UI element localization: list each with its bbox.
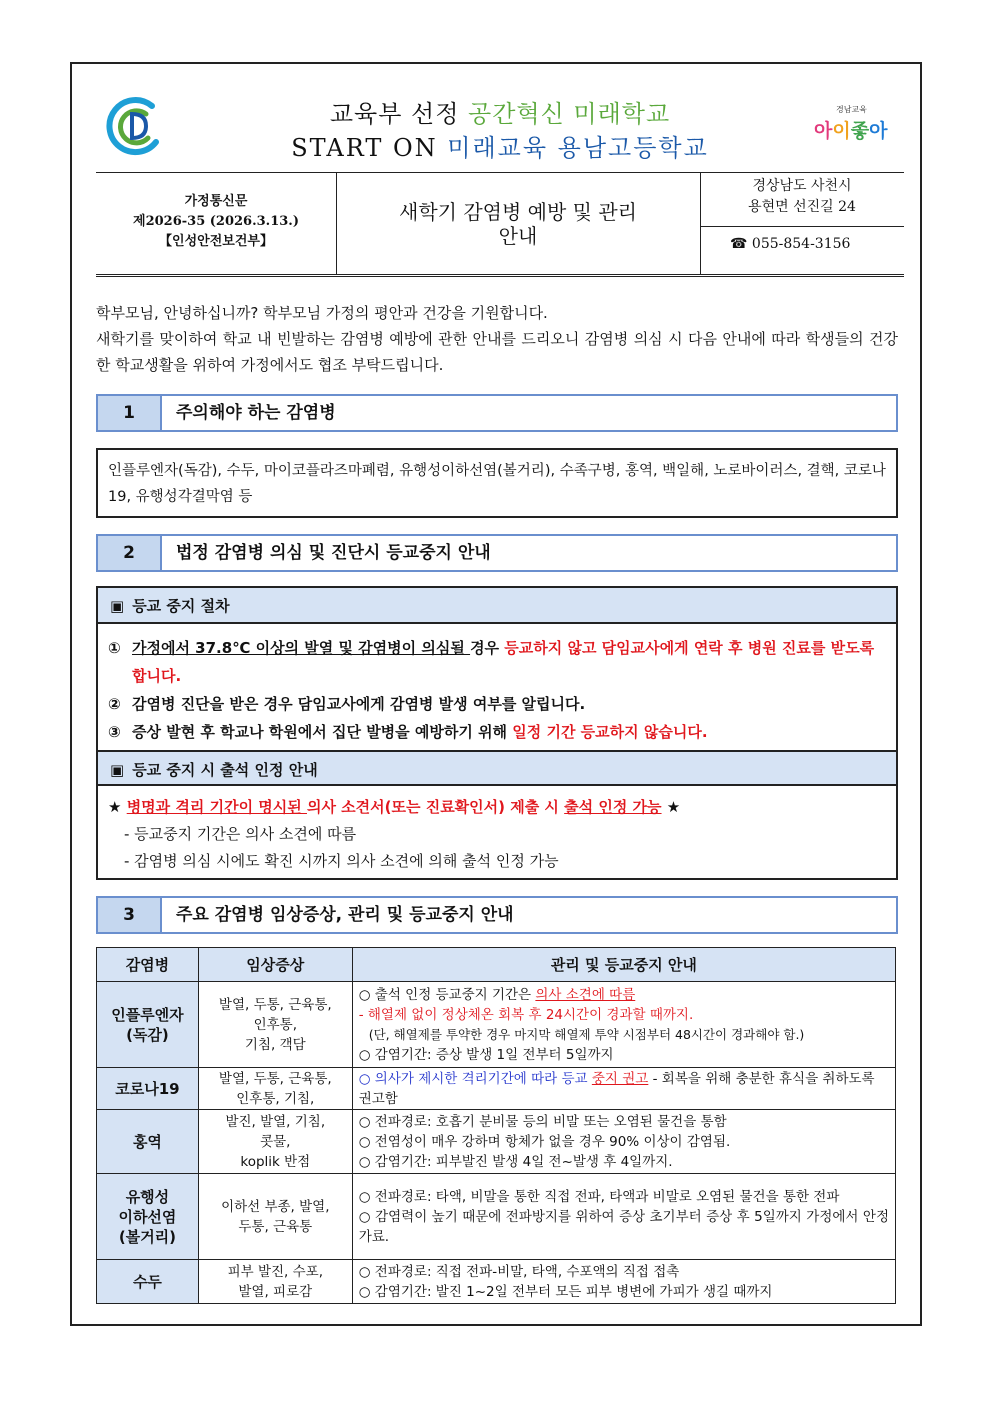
- disease-table: [96, 947, 896, 1304]
- star-icon: ★: [108, 798, 122, 816]
- section-3-header: 3 주요 감염병 임상증상, 관리 및 등교중지 안내: [96, 896, 898, 934]
- procedure-heading: ▣ 등교 중지 절차: [98, 588, 896, 624]
- header-line1: 교육부 선정 공간혁신 미래학교: [329, 100, 671, 128]
- notice-info: 가정통신문 제2026-35 (2026.3.13.) 【인성안전보건부】: [133, 194, 299, 249]
- attendance-main: ★ 병명과 격리 기간이 명시된 의사 소견서(또는 진료확인서) 제출 시 출석 인정 가능 ★: [108, 798, 681, 816]
- table-row: 유행성 이하선염 (볼거리) 이하선 부종, 발열, 두통, 근육통 ○ 전파경로: 타액, 비말을 통한 직접 전파, 타액과 비말로 오염된 물건을 통한 전파 ○ 감염력이 높기 때문에 전파방지를 위하여 증상 초기부터 증상 후 5일까지 가정에서 안정 가료.: [97, 1174, 896, 1260]
- school-phone: ☎ 055-854-3156: [730, 236, 851, 252]
- section-1-header: 1 주의해야 하는 감염병: [96, 394, 898, 432]
- header-line2: START ON 미래교육 용남고등학교: [291, 134, 709, 162]
- procedure-item-2: ② 감염병 진단을 받은 경우 담임교사에게 감염병 발생 여부를 알립니다.: [108, 695, 586, 713]
- procedure-list: [108, 634, 888, 746]
- attendance-list: ★ 병명과 격리 기간이 명시된 의사 소견서(또는 진료확인서) 제출 시 출석 인정 가능 ★ - 등교중지 기간은 의사 소견에 따름 - 감염병 의심 시에도 확진 시까지 의사 소견에 의해 출석 인정 가능: [108, 794, 888, 875]
- star-icon: ★: [666, 798, 681, 816]
- square-bullet-icon: ▣: [110, 597, 125, 615]
- school-logo-icon: [106, 92, 166, 160]
- procedure-item-3: ③ 증상 발현 후 학교나 학원에서 집단 발병을 예방하기 위해 일정 기간 등교하지 않습니다.: [108, 723, 708, 741]
- intro-paragraph: 학부모님, 안녕하십니까? 학부모님 가정의 평안과 건강을 기원합니다. 새학기를 맞이하여 학교 내 빈발하는 감염병 예방에 관한 안내를 드리오니 감염병 의심 시 다음 안내에 따라 학생들의 건강한 학교생활을 위하여 가정에서도 협조 부탁드립니다.: [96, 304, 898, 374]
- table-header-row: 감염병 임상증상 관리 및 등교중지 안내: [97, 948, 896, 982]
- table-row: 홍역 발진, 발열, 기침, 콧물, koplik 반점 ○ 전파경로: 호흡기 분비물 등의 비말 또는 오염된 물건을 통함 ○ 전염성이 매우 강하며 항체가 없을 경우 90% 이상이 감염됨. ○ 감염기간: 피부발진 발생 4일 전~발생 후 4일까지.: [97, 1110, 896, 1174]
- section-2-header: 2 법정 감염병 의심 및 진단시 등교중지 안내: [96, 534, 898, 572]
- table-row: 수두 피부 발진, 수포, 발열, 피로감 ○ 전파경로: 직접 전파-비말, 타액, 수포액의 직접 접촉 ○ 감염기간: 발진 1~2일 전부터 모든 피부 병변에 가피가 생길 때까지: [97, 1260, 896, 1304]
- procedure-item-1: ① 가정에서 37.8℃ 이상의 발열 및 감염병이 의심될 경우 등교하지 않고 담임교사에게 연락 후 병원 진료를 받도록 합니다.: [108, 639, 875, 685]
- disease-list-box: 인플루엔자(독감), 수두, 마이코플라즈마폐렴, 유행성이하선염(볼거리), 수족구병, 홍역, 백일해, 노로바이러스, 결핵, 코로나19, 유행성각결막염 등: [96, 448, 898, 518]
- table-row: 인플루엔자 (독감) 발열, 두통, 근육통, 인후통, 기침, 객담 ○ 출석 인정 등교중지 기간은 의사 소견에 따름 - 해열제 없이 정상체온 회복 후 24시간이 경과할 때까지. (단, 해열제를 투약한 경우 마지막 해열제 투약 시점부터 48시간이 경과해야 함.) ○ 감염기간: 증상 발생 1일 전부터 5일까지: [97, 982, 896, 1068]
- phone-icon: ☎: [730, 236, 748, 252]
- notice-title: 새학기 감염병 예방 및 관리 안내: [399, 200, 637, 248]
- attendance-heading: ▣ 등교 중지 시 출석 인정 안내: [98, 750, 896, 786]
- school-address: 경상남도 사천시 용현면 선진길 24: [748, 178, 856, 215]
- square-bullet-icon: ▣: [110, 761, 125, 779]
- gyeongnam-education-logo: 경남교육 아이좋아: [814, 105, 888, 142]
- table-row: 코로나19 발열, 두통, 근육통, 인후통, 기침, ○ 의사가 제시한 격리기간에 따라 등교 중지 권고 - 회복을 위해 충분한 휴식을 취하도록 권고함: [97, 1068, 896, 1110]
- info-bar: [96, 172, 904, 278]
- logo-text: 아이좋아: [814, 120, 888, 142]
- school-suspension-box: [96, 586, 898, 880]
